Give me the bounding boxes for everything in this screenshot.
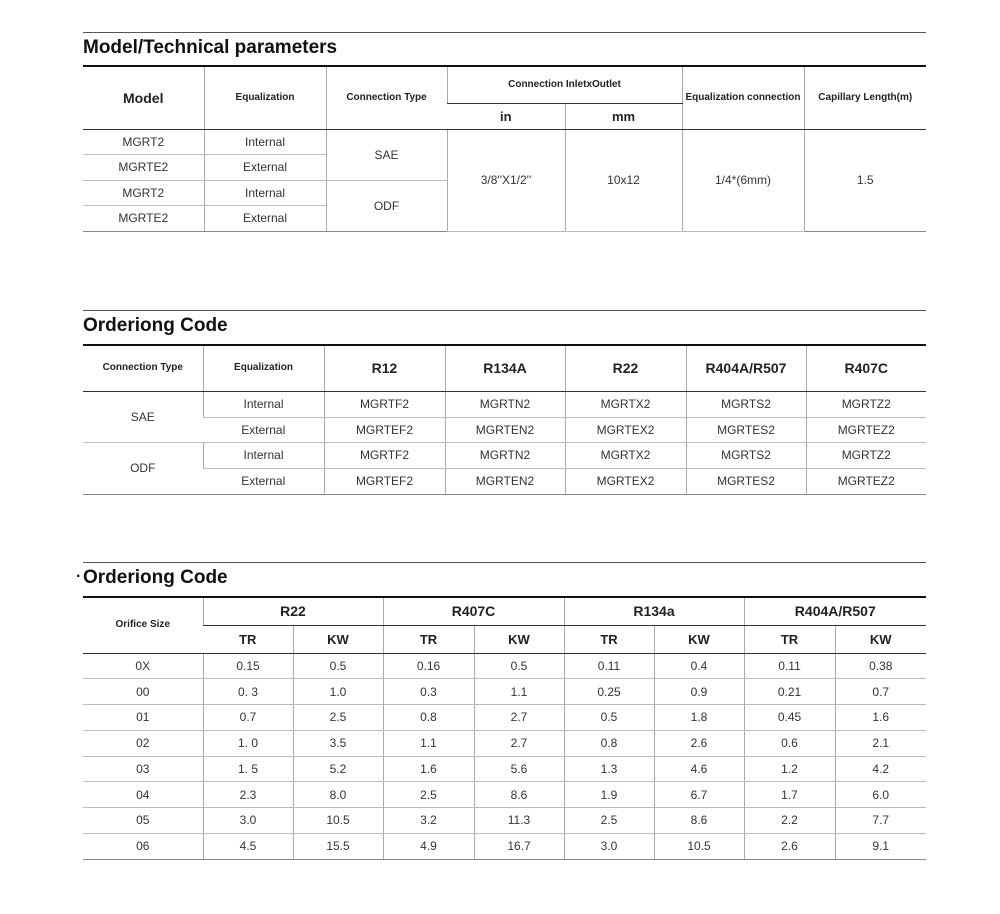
- tr-value-cell: 3.0: [203, 808, 293, 834]
- kw-value-cell: 2.5: [293, 705, 383, 731]
- code-cell: MGRTEN2: [445, 417, 565, 442]
- tr-value-cell: 0.11: [564, 653, 654, 679]
- header-equalization: Equalization: [204, 67, 326, 129]
- tr-value-cell: 0.45: [744, 705, 835, 731]
- kw-value-cell: 8.0: [293, 782, 383, 808]
- equalization-cell: External: [204, 154, 326, 180]
- top-divider: [83, 562, 926, 563]
- code-cell: MGRTF2: [324, 391, 445, 417]
- tr-value-cell: 1.2: [744, 756, 835, 782]
- header-mm: mm: [565, 103, 682, 129]
- connection-type-cell: SAE: [83, 391, 203, 442]
- kw-value-cell: 10.5: [654, 833, 744, 859]
- kw-value-cell: 0.7: [835, 679, 926, 705]
- code-cell: MGRTES2: [686, 417, 806, 442]
- tr-value-cell: 0.16: [383, 653, 474, 679]
- table-row: [83, 833, 926, 859]
- header-equalization: Equalization: [203, 346, 324, 391]
- header-r22: R22: [203, 598, 383, 625]
- equalization-cell: Internal: [204, 129, 326, 154]
- header-r404a-r507: R404A/R507: [744, 598, 926, 625]
- code-cell: MGRTX2: [565, 442, 686, 468]
- table-row: [83, 730, 926, 756]
- kw-value-cell: 7.7: [835, 808, 926, 834]
- header-equalization-connection: Equalization connection: [682, 67, 804, 129]
- tr-value-cell: 1.7: [744, 782, 835, 808]
- tr-value-cell: 2.3: [203, 782, 293, 808]
- equalization-cell: External: [203, 417, 324, 442]
- bullet-mark: ·: [76, 568, 82, 585]
- top-divider: [83, 32, 926, 33]
- header-r22: R22: [565, 346, 686, 391]
- tr-value-cell: 2.2: [744, 808, 835, 834]
- tr-value-cell: 2.6: [744, 833, 835, 859]
- connection-type-cell: ODF: [326, 180, 447, 231]
- header-r407c: R407C: [383, 598, 564, 625]
- orifice-size-cell: 04: [83, 782, 203, 808]
- orifice-size-cell: 02: [83, 730, 203, 756]
- code-cell: MGRTEF2: [324, 468, 445, 494]
- tr-value-cell: 1. 0: [203, 730, 293, 756]
- kw-value-cell: 3.5: [293, 730, 383, 756]
- header-kw: KW: [835, 625, 926, 653]
- tr-value-cell: 0. 3: [203, 679, 293, 705]
- kw-value-cell: 1.0: [293, 679, 383, 705]
- capillary-length-cell: 1.5: [804, 129, 926, 231]
- code-cell: MGRTX2: [565, 391, 686, 417]
- header-connection-type: Connection Type: [326, 67, 447, 129]
- kw-value-cell: 2.7: [474, 705, 564, 731]
- header-r407c: R407C: [806, 346, 926, 391]
- equalization-connection-cell: 1/4*(6mm): [682, 129, 804, 231]
- section-title: Model/Technical parameters: [83, 37, 338, 58]
- tr-value-cell: 1.1: [383, 730, 474, 756]
- tr-value-cell: 3.0: [564, 833, 654, 859]
- section-title: Orderiong Code: [83, 315, 228, 336]
- header-r12: R12: [324, 346, 445, 391]
- tr-value-cell: 0.3: [383, 679, 474, 705]
- orifice-size-table: [83, 598, 926, 860]
- model-cell: MGRT2: [83, 180, 204, 205]
- header-tr: TR: [564, 625, 654, 653]
- header-r404a-r507: R404A/R507: [686, 346, 806, 391]
- kw-value-cell: 8.6: [474, 782, 564, 808]
- equalization-cell: Internal: [203, 442, 324, 468]
- tr-value-cell: 0.7: [203, 705, 293, 731]
- orifice-size-cell: 05: [83, 808, 203, 834]
- code-cell: MGRTEN2: [445, 468, 565, 494]
- tr-value-cell: 0.21: [744, 679, 835, 705]
- code-cell: MGRTS2: [686, 391, 806, 417]
- table-row: [83, 705, 926, 731]
- tr-value-cell: 1.6: [383, 756, 474, 782]
- header-capillary-length: Capillary Length(m): [804, 67, 926, 129]
- code-cell: MGRTES2: [686, 468, 806, 494]
- header-connection-type: Connection Type: [83, 346, 203, 391]
- orifice-size-cell: 0X: [83, 653, 203, 679]
- kw-value-cell: 5.6: [474, 756, 564, 782]
- section-title: Orderiong Code: [83, 567, 228, 588]
- header-r134a: R134A: [445, 346, 565, 391]
- tr-value-cell: 0.6: [744, 730, 835, 756]
- model-cell: MGRTE2: [83, 154, 204, 180]
- table-row: [83, 442, 926, 468]
- kw-value-cell: 15.5: [293, 833, 383, 859]
- code-cell: MGRTEX2: [565, 417, 686, 442]
- tr-value-cell: 1. 5: [203, 756, 293, 782]
- code-cell: MGRTS2: [686, 442, 806, 468]
- kw-value-cell: 16.7: [474, 833, 564, 859]
- mm-value-cell: 10x12: [565, 129, 682, 231]
- equalization-cell: Internal: [203, 391, 324, 417]
- kw-value-cell: 6.0: [835, 782, 926, 808]
- code-cell: MGRTF2: [324, 442, 445, 468]
- connection-type-cell: SAE: [326, 129, 447, 180]
- equalization-cell: Internal: [204, 180, 326, 205]
- ordering-code-table-1: [83, 346, 926, 495]
- tr-value-cell: 0.5: [564, 705, 654, 731]
- kw-value-cell: 10.5: [293, 808, 383, 834]
- header-in: in: [447, 103, 565, 129]
- orifice-size-cell: 01: [83, 705, 203, 731]
- table-row: [83, 468, 926, 494]
- code-cell: MGRTEZ2: [806, 468, 926, 494]
- tr-value-cell: 1.9: [564, 782, 654, 808]
- table-row: [83, 391, 926, 417]
- kw-value-cell: 1.6: [835, 705, 926, 731]
- tr-value-cell: 3.2: [383, 808, 474, 834]
- kw-value-cell: 8.6: [654, 808, 744, 834]
- ordering-code-section-2: [76, 562, 926, 862]
- kw-value-cell: 11.3: [474, 808, 564, 834]
- kw-value-cell: 2.1: [835, 730, 926, 756]
- kw-value-cell: 1.8: [654, 705, 744, 731]
- top-divider: [83, 310, 926, 311]
- tr-value-cell: 2.5: [564, 808, 654, 834]
- kw-value-cell: 0.5: [293, 653, 383, 679]
- kw-value-cell: 0.9: [654, 679, 744, 705]
- table-row: [83, 417, 926, 442]
- kw-value-cell: 5.2: [293, 756, 383, 782]
- table-row: [83, 129, 926, 154]
- code-cell: MGRTEX2: [565, 468, 686, 494]
- tr-value-cell: 0.15: [203, 653, 293, 679]
- header-kw: KW: [654, 625, 744, 653]
- tr-value-cell: 0.8: [383, 705, 474, 731]
- kw-value-cell: 4.6: [654, 756, 744, 782]
- tr-value-cell: 4.9: [383, 833, 474, 859]
- header-tr: TR: [203, 625, 293, 653]
- orifice-size-cell: 03: [83, 756, 203, 782]
- kw-value-cell: 0.38: [835, 653, 926, 679]
- code-cell: MGRTZ2: [806, 442, 926, 468]
- tr-value-cell: 0.11: [744, 653, 835, 679]
- kw-value-cell: 9.1: [835, 833, 926, 859]
- orifice-size-cell: 06: [83, 833, 203, 859]
- header-tr: TR: [744, 625, 835, 653]
- header-kw: KW: [293, 625, 383, 653]
- header-orifice-size: Orifice Size: [83, 598, 203, 653]
- table-row: [83, 653, 926, 679]
- orifice-size-cell: 00: [83, 679, 203, 705]
- kw-value-cell: 1.1: [474, 679, 564, 705]
- code-cell: MGRTN2: [445, 442, 565, 468]
- kw-value-cell: 0.4: [654, 653, 744, 679]
- tr-value-cell: 0.25: [564, 679, 654, 705]
- code-cell: MGRTN2: [445, 391, 565, 417]
- tr-value-cell: 0.8: [564, 730, 654, 756]
- kw-value-cell: 2.7: [474, 730, 564, 756]
- kw-value-cell: 6.7: [654, 782, 744, 808]
- model-cell: MGRT2: [83, 129, 204, 154]
- code-cell: MGRTZ2: [806, 391, 926, 417]
- tr-value-cell: 4.5: [203, 833, 293, 859]
- table-row: [83, 782, 926, 808]
- header-connection-inlet-outlet: Connection InletxOutlet: [447, 67, 682, 103]
- table-row: [83, 808, 926, 834]
- header-r134a: R134a: [564, 598, 744, 625]
- connection-type-cell: ODF: [83, 442, 203, 494]
- equalization-cell: External: [204, 205, 326, 231]
- in-value-cell: 3/8''X1/2'': [447, 129, 565, 231]
- kw-value-cell: 2.6: [654, 730, 744, 756]
- table-row: [83, 756, 926, 782]
- ordering-code-section-1: [83, 310, 926, 496]
- technical-parameters-table: [83, 67, 926, 232]
- code-cell: MGRTEF2: [324, 417, 445, 442]
- table-row: [83, 679, 926, 705]
- tr-value-cell: 1.3: [564, 756, 654, 782]
- kw-value-cell: 0.5: [474, 653, 564, 679]
- header-tr: TR: [383, 625, 474, 653]
- header-model: Model: [83, 67, 204, 129]
- model-cell: MGRTE2: [83, 205, 204, 231]
- equalization-cell: External: [203, 468, 324, 494]
- kw-value-cell: 4.2: [835, 756, 926, 782]
- header-kw: KW: [474, 625, 564, 653]
- tr-value-cell: 2.5: [383, 782, 474, 808]
- orifice-table-body: [83, 653, 926, 859]
- technical-parameters-section: [83, 32, 926, 234]
- code-cell: MGRTEZ2: [806, 417, 926, 442]
